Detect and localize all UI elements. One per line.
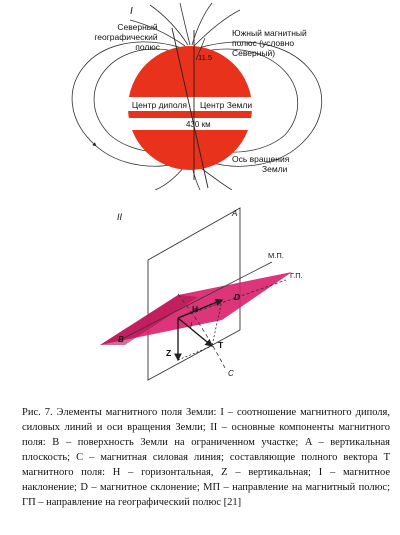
earth-center-label: Центр Земли — [200, 100, 253, 110]
rotation-axis-label: Ось вращения Земли — [232, 154, 290, 174]
dipole-center-label: Центр диполя — [131, 100, 187, 110]
b-label: B — [118, 335, 124, 344]
north-geo-pole-label: Северный географический полюс — [94, 22, 160, 52]
angle-label: 11.5 — [198, 53, 213, 62]
i-label: I — [190, 321, 193, 330]
plane-a-label: A — [232, 209, 238, 218]
c-label: C — [228, 369, 234, 378]
t-label: T — [218, 340, 224, 350]
distance-label: 430 км — [186, 120, 211, 129]
geo-meridian-label: Г.П. — [290, 271, 303, 280]
panel-label-ii: II — [117, 212, 123, 222]
z-label: Z — [166, 348, 172, 358]
d-label: D — [234, 292, 241, 302]
mag-meridian-label: М.П. — [268, 251, 284, 260]
south-mag-pole-label: Южный магнитный полюс (условно Северный) — [232, 28, 307, 58]
h-label: H — [192, 304, 199, 314]
figure-caption: Рис. 7. Элементы магнитного поля Земли: I – соотношение магнитного диполя, силовых линий и оси вращения Земли; II – основные компоненты магнитного поля: B – поверхность Земли на ограниченном участке; A – вертикальная плоскость; C – магнитная силовая линия; составляющие полного вектора T магнитного поля: H – горизонтальная, Z – вертикальная; I – магнитное наклонение; D – магнитное склонение; МП – направление на магнитный полюс; ГП – направление на географический полюс [21] — [22, 407, 390, 508]
panel-label-i: I — [130, 6, 133, 17]
field-components-figure — [0, 200, 400, 390]
earth-dipole-figure — [0, 0, 400, 190]
